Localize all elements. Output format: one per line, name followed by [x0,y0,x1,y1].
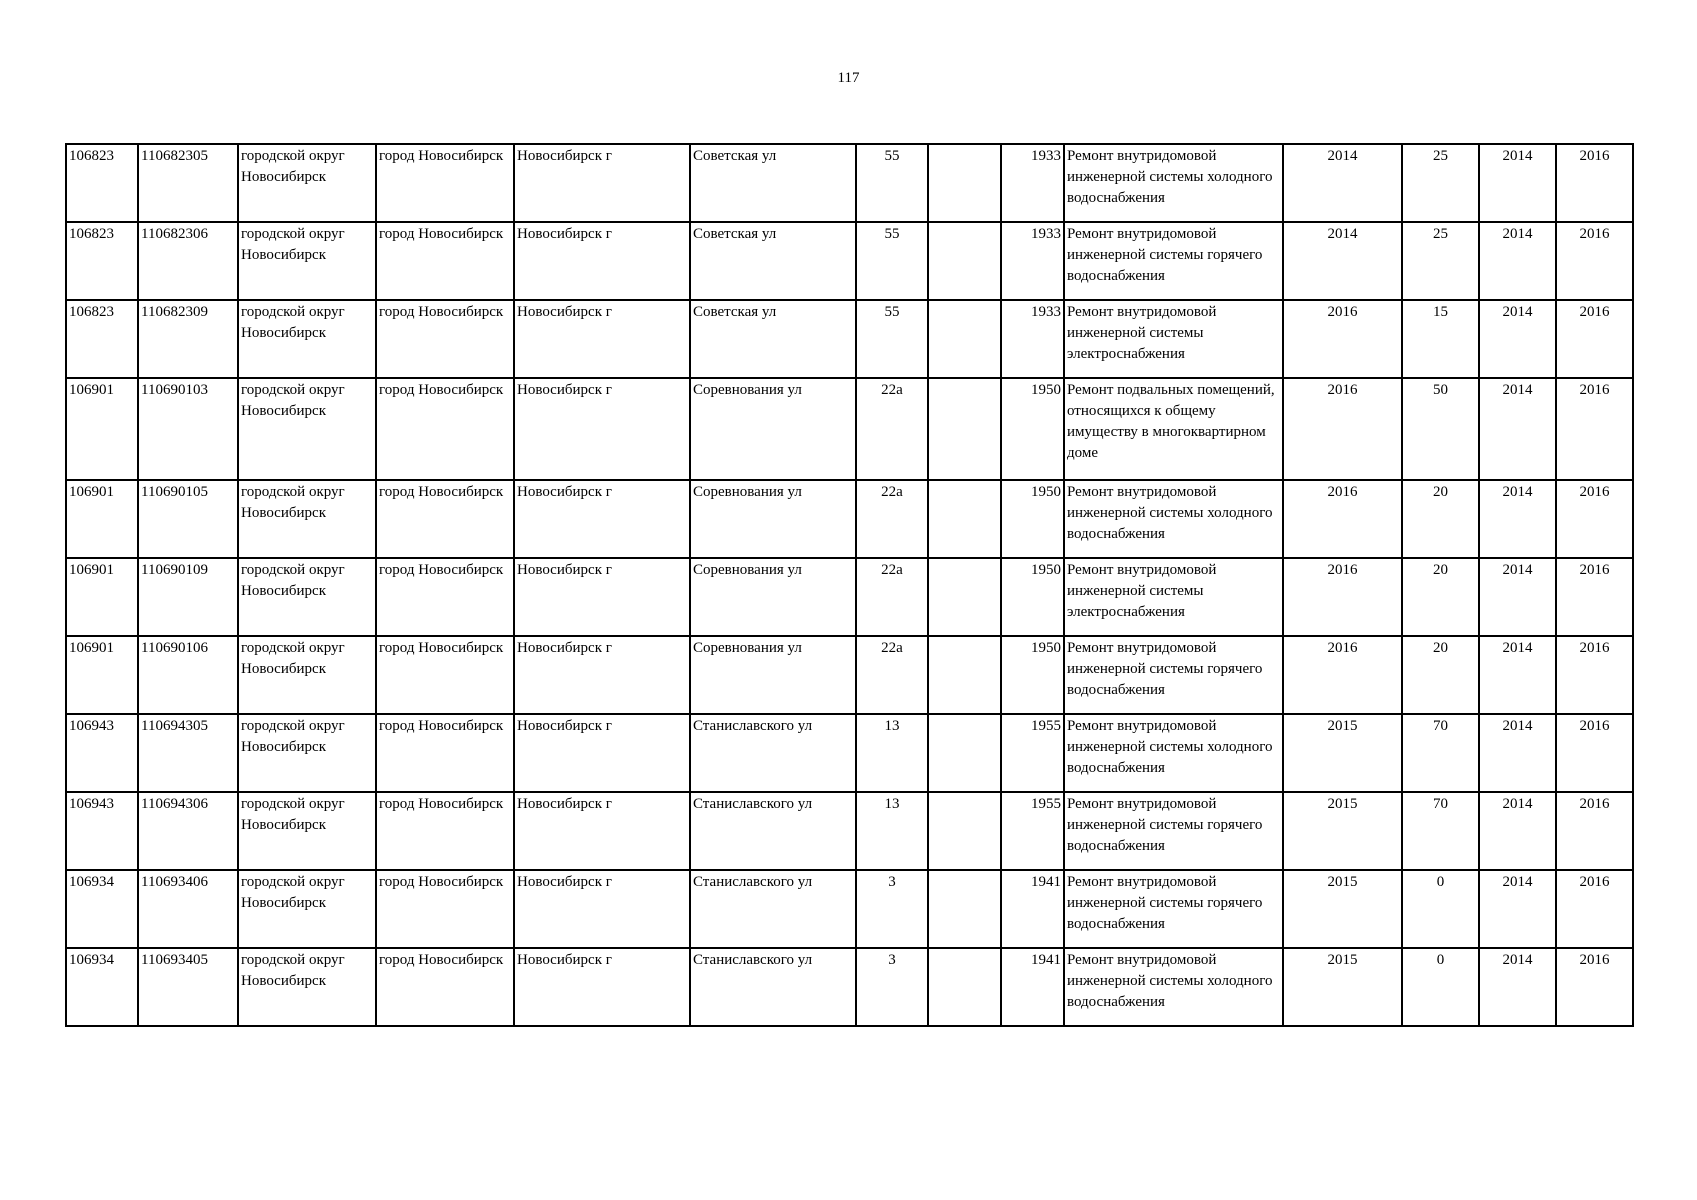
period-end-cell: 2016 [1556,870,1633,948]
house-number-cell: 55 [856,144,928,222]
street-cell: Соревнования ул [690,636,856,714]
object-id-cell: 106823 [66,222,138,300]
city-cell: Новосибирск г [514,222,690,300]
plan-year-cell: 2016 [1283,300,1402,378]
percent-cell: 70 [1402,792,1479,870]
object-id-cell: 106943 [66,714,138,792]
plan-year-cell: 2014 [1283,144,1402,222]
city-cell: Новосибирск г [514,480,690,558]
settlement-cell: город Новосибирск [376,636,514,714]
period-start-cell: 2014 [1479,300,1556,378]
municipal-district-cell: городской округ Новосибирск [238,714,376,792]
street-cell: Станиславского ул [690,714,856,792]
city-cell: Новосибирск г [514,144,690,222]
table-row [66,480,1633,558]
house-number-cell: 3 [856,948,928,1026]
object-id-cell: 106823 [66,144,138,222]
plan-year-cell: 2015 [1283,792,1402,870]
city-cell: Новосибирск г [514,378,690,480]
empty-cell [928,636,1001,714]
year-built-cell: 1955 [1001,714,1064,792]
period-start-cell: 2014 [1479,714,1556,792]
empty-cell [928,558,1001,636]
object-id-cell: 106901 [66,558,138,636]
work-code-cell: 110682305 [138,144,238,222]
object-id-cell: 106901 [66,636,138,714]
year-built-cell: 1955 [1001,792,1064,870]
municipal-district-cell: городской округ Новосибирск [238,948,376,1026]
municipal-district-cell: городской округ Новосибирск [238,300,376,378]
period-start-cell: 2014 [1479,144,1556,222]
period-start-cell: 2014 [1479,558,1556,636]
work-code-cell: 110682309 [138,300,238,378]
settlement-cell: город Новосибирск [376,870,514,948]
municipal-district-cell: городской округ Новосибирск [238,870,376,948]
settlement-cell: город Новосибирск [376,222,514,300]
plan-year-cell: 2016 [1283,480,1402,558]
empty-cell [928,144,1001,222]
house-number-cell: 55 [856,222,928,300]
percent-cell: 0 [1402,948,1479,1026]
work-type-cell: Ремонт внутридомовой инженерной системы электроснабжения [1064,558,1283,636]
repair-program-table [65,143,1634,1027]
municipal-district-cell: городской округ Новосибирск [238,378,376,480]
period-start-cell: 2014 [1479,480,1556,558]
municipal-district-cell: городской округ Новосибирск [238,480,376,558]
object-id-cell: 106934 [66,948,138,1026]
street-cell: Соревнования ул [690,480,856,558]
object-id-cell: 106934 [66,870,138,948]
table-body [66,144,1633,1026]
street-cell: Станиславского ул [690,870,856,948]
empty-cell [928,792,1001,870]
percent-cell: 0 [1402,870,1479,948]
work-code-cell: 110693405 [138,948,238,1026]
empty-cell [928,870,1001,948]
table-row [66,378,1633,480]
street-cell: Советская ул [690,144,856,222]
work-type-cell: Ремонт внутридомовой инженерной системы горячего водоснабжения [1064,636,1283,714]
year-built-cell: 1933 [1001,144,1064,222]
year-built-cell: 1941 [1001,870,1064,948]
municipal-district-cell: городской округ Новосибирск [238,222,376,300]
settlement-cell: город Новосибирск [376,378,514,480]
street-cell: Советская ул [690,300,856,378]
house-number-cell: 13 [856,714,928,792]
table-row [66,948,1633,1026]
empty-cell [928,480,1001,558]
period-end-cell: 2016 [1556,792,1633,870]
city-cell: Новосибирск г [514,300,690,378]
city-cell: Новосибирск г [514,948,690,1026]
municipal-district-cell: городской округ Новосибирск [238,144,376,222]
period-end-cell: 2016 [1556,558,1633,636]
settlement-cell: город Новосибирск [376,792,514,870]
table-row [66,870,1633,948]
settlement-cell: город Новосибирск [376,480,514,558]
object-id-cell: 106901 [66,378,138,480]
municipal-district-cell: городской округ Новосибирск [238,558,376,636]
house-number-cell: 22а [856,378,928,480]
work-type-cell: Ремонт внутридомовой инженерной системы холодного водоснабжения [1064,144,1283,222]
year-built-cell: 1950 [1001,480,1064,558]
house-number-cell: 3 [856,870,928,948]
street-cell: Советская ул [690,222,856,300]
plan-year-cell: 2015 [1283,714,1402,792]
year-built-cell: 1933 [1001,222,1064,300]
period-end-cell: 2016 [1556,144,1633,222]
period-end-cell: 2016 [1556,636,1633,714]
street-cell: Станиславского ул [690,792,856,870]
percent-cell: 50 [1402,378,1479,480]
work-type-cell: Ремонт внутридомовой инженерной системы холодного водоснабжения [1064,714,1283,792]
work-type-cell: Ремонт внутридомовой инженерной системы холодного водоснабжения [1064,948,1283,1026]
period-start-cell: 2014 [1479,222,1556,300]
settlement-cell: город Новосибирск [376,300,514,378]
percent-cell: 20 [1402,480,1479,558]
plan-year-cell: 2015 [1283,870,1402,948]
work-type-cell: Ремонт внутридомовой инженерной системы горячего водоснабжения [1064,870,1283,948]
work-code-cell: 110694306 [138,792,238,870]
work-code-cell: 110690109 [138,558,238,636]
plan-year-cell: 2016 [1283,558,1402,636]
city-cell: Новосибирск г [514,792,690,870]
house-number-cell: 22а [856,480,928,558]
percent-cell: 70 [1402,714,1479,792]
empty-cell [928,948,1001,1026]
work-type-cell: Ремонт внутридомовой инженерной системы электроснабжения [1064,300,1283,378]
period-end-cell: 2016 [1556,300,1633,378]
page-number: 117 [837,70,860,86]
work-type-cell: Ремонт внутридомовой инженерной системы горячего водоснабжения [1064,792,1283,870]
work-code-cell: 110693406 [138,870,238,948]
table-row [66,144,1633,222]
city-cell: Новосибирск г [514,558,690,636]
period-start-cell: 2014 [1479,378,1556,480]
percent-cell: 25 [1402,144,1479,222]
period-start-cell: 2014 [1479,792,1556,870]
period-start-cell: 2014 [1479,636,1556,714]
municipal-district-cell: городской округ Новосибирск [238,636,376,714]
table-row [66,300,1633,378]
settlement-cell: город Новосибирск [376,144,514,222]
period-end-cell: 2016 [1556,480,1633,558]
empty-cell [928,222,1001,300]
period-end-cell: 2016 [1556,714,1633,792]
table-row [66,714,1633,792]
street-cell: Соревнования ул [690,378,856,480]
empty-cell [928,300,1001,378]
settlement-cell: город Новосибирск [376,558,514,636]
period-start-cell: 2014 [1479,948,1556,1026]
work-type-cell: Ремонт внутридомовой инженерной системы горячего водоснабжения [1064,222,1283,300]
object-id-cell: 106943 [66,792,138,870]
table-row [66,558,1633,636]
city-cell: Новосибирск г [514,714,690,792]
plan-year-cell: 2016 [1283,378,1402,480]
period-end-cell: 2016 [1556,222,1633,300]
settlement-cell: город Новосибирск [376,948,514,1026]
work-code-cell: 110682306 [138,222,238,300]
city-cell: Новосибирск г [514,636,690,714]
work-code-cell: 110690103 [138,378,238,480]
street-cell: Станиславского ул [690,948,856,1026]
work-type-cell: Ремонт подвальных помещений, относящихся к общему имуществу в многоквартирном доме [1064,378,1283,480]
year-built-cell: 1950 [1001,636,1064,714]
work-code-cell: 110690105 [138,480,238,558]
percent-cell: 25 [1402,222,1479,300]
year-built-cell: 1950 [1001,558,1064,636]
period-start-cell: 2014 [1479,870,1556,948]
work-type-cell: Ремонт внутридомовой инженерной системы холодного водоснабжения [1064,480,1283,558]
object-id-cell: 106823 [66,300,138,378]
settlement-cell: город Новосибирск [376,714,514,792]
work-code-cell: 110690106 [138,636,238,714]
plan-year-cell: 2014 [1283,222,1402,300]
work-code-cell: 110694305 [138,714,238,792]
year-built-cell: 1941 [1001,948,1064,1026]
plan-year-cell: 2016 [1283,636,1402,714]
year-built-cell: 1950 [1001,378,1064,480]
house-number-cell: 55 [856,300,928,378]
percent-cell: 15 [1402,300,1479,378]
municipal-district-cell: городской округ Новосибирск [238,792,376,870]
street-cell: Соревнования ул [690,558,856,636]
house-number-cell: 13 [856,792,928,870]
table-row [66,222,1633,300]
table-row [66,636,1633,714]
object-id-cell: 106901 [66,480,138,558]
percent-cell: 20 [1402,558,1479,636]
empty-cell [928,714,1001,792]
house-number-cell: 22а [856,636,928,714]
house-number-cell: 22а [856,558,928,636]
table-row [66,792,1633,870]
period-end-cell: 2016 [1556,948,1633,1026]
year-built-cell: 1933 [1001,300,1064,378]
period-end-cell: 2016 [1556,378,1633,480]
empty-cell [928,378,1001,480]
plan-year-cell: 2015 [1283,948,1402,1026]
percent-cell: 20 [1402,636,1479,714]
city-cell: Новосибирск г [514,870,690,948]
